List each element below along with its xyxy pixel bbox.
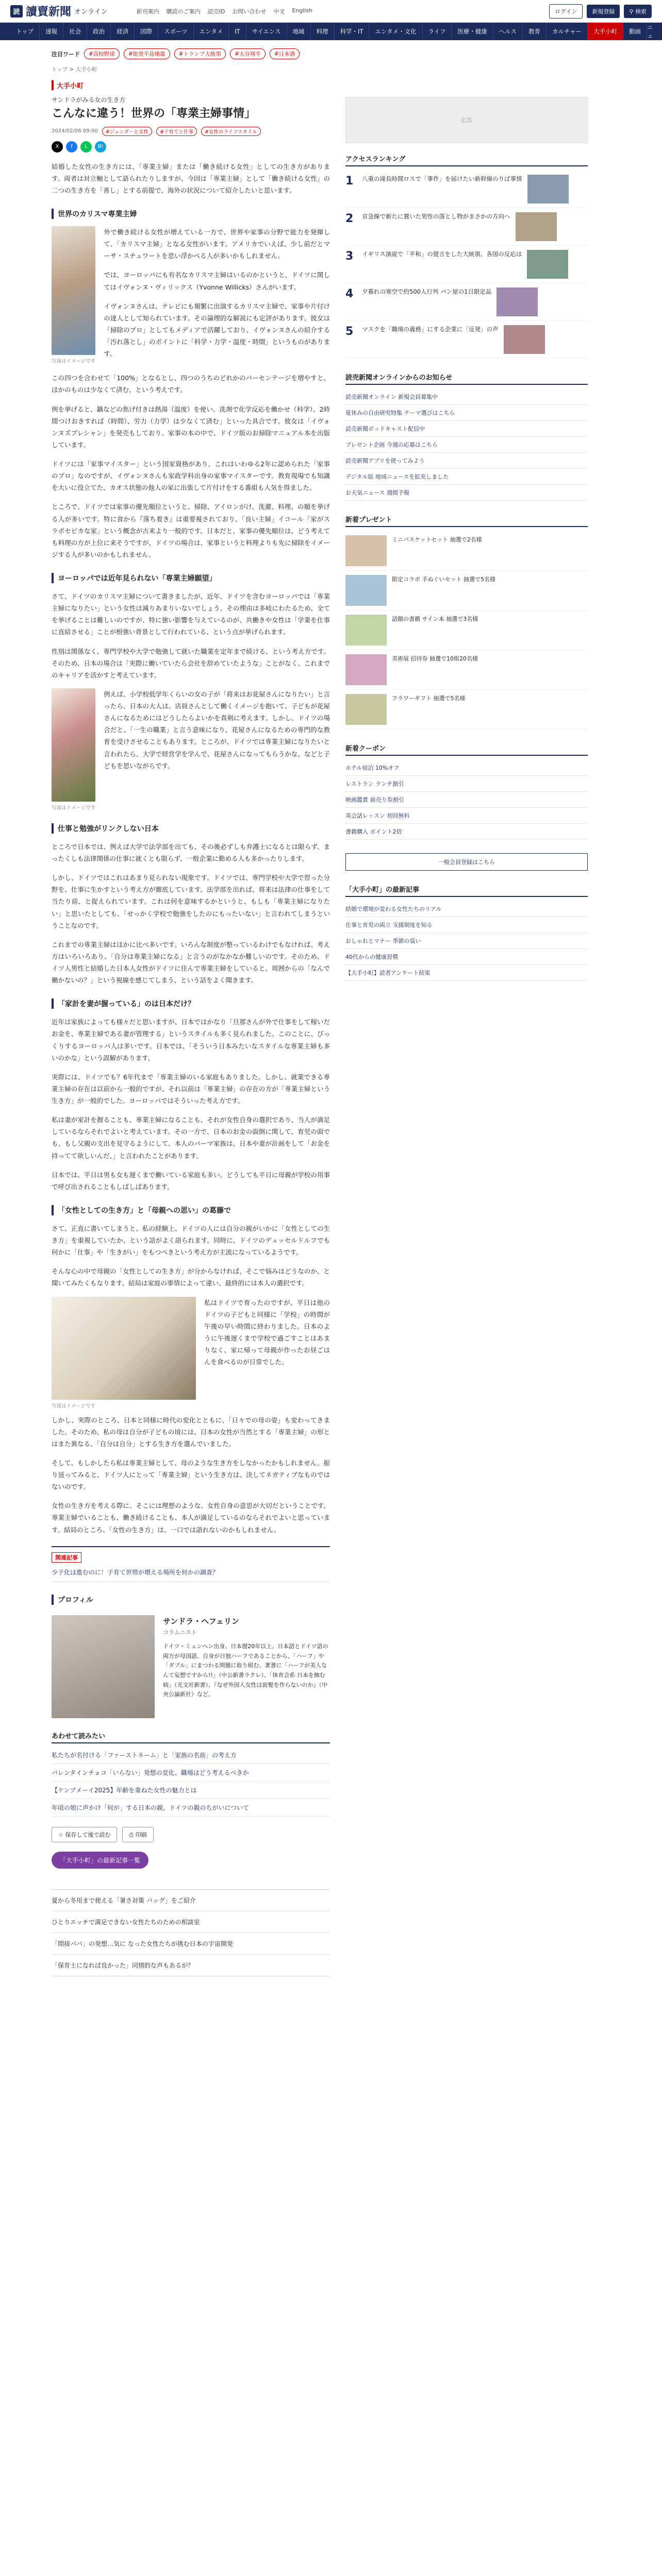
ranking-thumbnail	[504, 325, 545, 354]
gift-title: 美術展 招待券 抽選で10組20名様	[392, 655, 478, 662]
gift-item[interactable]	[345, 690, 588, 730]
gift-heading: 新着プレゼント	[345, 514, 588, 527]
figure	[52, 1297, 196, 1409]
logo-mark: 読	[10, 5, 23, 18]
paragraph: これまでの専業主婦はほかに比べ多いです。いろんな制度が整っているわけでもなければ、考え方はいろいろあり、「自分は専業主婦になる」と言うのがなかなか難しいのです。そのため、ドイツ人男性と結婚した日本人女性がドイツに住んで専業主婦をしていると、周囲からの「なんで働かないの？」という視線を感じてしまう、という話をよく聞きます。	[52, 940, 330, 985]
gift-title: 限定コラボ 手ぬぐいセット 抽選で5名様	[392, 576, 495, 583]
section-heading: 「女性としての生き方」と「母親への思い」の葛藤で	[52, 1205, 330, 1215]
utility-link[interactable]: お問い合わせ	[232, 8, 267, 15]
related-box	[52, 1546, 330, 1582]
paragraph: 日本では、平日は男も女も遅くまで働いている家庭も多い。どうしても平日に母親が学校の用事で呼び出されることもしばしばあります。	[52, 1171, 330, 1191]
nav-item[interactable]: 医療・健康	[452, 23, 493, 40]
nav-item[interactable]: 社会	[63, 23, 87, 40]
section-heading: ヨーロッパでは近年見られない「専業主婦願望」	[52, 573, 330, 583]
coupon-heading: 新着クーポン	[345, 743, 588, 756]
paragraph: 女性の生き方を考える際に、そこには理想のような、女性自身の意思が大切だということです。専業主婦でいることも、働き続けることも、本人が満足しているのならそれでよいと思っています。結局のところ、「女性の生き方」は、一口では語れないのかもしれません。	[52, 1502, 330, 1534]
related-link[interactable]: 少子化は進むのに！子育て世帯が増える場所を何かの調査？	[52, 1568, 219, 1576]
promo-link[interactable]: デジタル版 地域ニュースを拡充しました	[345, 469, 588, 485]
gift-item[interactable]	[345, 531, 588, 571]
share-buttons	[52, 141, 330, 152]
coupon-box	[345, 743, 588, 840]
hatena-share-icon[interactable]: B!	[95, 141, 106, 152]
line-share-icon[interactable]: L	[80, 141, 92, 152]
article-controls	[52, 1827, 330, 1842]
site-header	[0, 0, 662, 23]
komachi-box	[345, 884, 588, 981]
category-latest-button[interactable]: 「大手小町」の最新記事一覧	[52, 1852, 148, 1869]
article-subtitle: サンドラがみる女の生き方	[52, 96, 126, 104]
nav-item[interactable]: エンタメ	[194, 23, 229, 40]
gift-thumbnail	[345, 694, 387, 725]
ranking-number: 5	[345, 325, 354, 338]
article-category[interactable]: 大手小町	[52, 80, 84, 90]
komachi-link[interactable]: 40代からの健康習慣	[345, 949, 588, 965]
paragraph: そんな心の中で母親の「女性としての生き方」が分からなければ、そこで悩みはどうなのか、と聞いてみたくもなります。結局は家庭の事情によって違い、最終的には本人の選択です。	[52, 1267, 330, 1287]
sidebar	[345, 76, 588, 1976]
nav-item[interactable]: 国際	[135, 23, 158, 40]
recommended-link[interactable]: 【ケンブメーイ2025】年齢を重ねた女性の魅力とは	[52, 1782, 330, 1799]
footer-link[interactable]: 「間接パパ」の発想…気に なった女性たちが挑む日本の宇宙開発	[52, 1933, 330, 1955]
search-button[interactable]: ⚲ 検索	[624, 5, 652, 18]
paragraph: ドイツには「家事マイスター」という国家資格があり、これはいわゆる2年に認められた「家事のプロ」なのですが、イヴォンヌさんも家政学科出身の家事マイスターです。教育現場でも知識を大いに役立てた、カオス状態の他人の家に出張して片付けをする番組も人気を得ました。	[52, 460, 330, 492]
paragraph: 外で働き続ける女性が増えている一方で、世界や家事の分野で能力を発揮して、「カリスマ主婦」となる女性がいます。アメリカでいえば、少し前だとマーサ・スチュワートを思い浮かべる人が多いかもしれません。	[104, 228, 330, 260]
komachi-link[interactable]: おしゃれとマナー 季節の装い	[345, 933, 588, 949]
nav-item[interactable]: ヘルス	[493, 23, 523, 40]
content-columns	[0, 76, 662, 1976]
nav-item[interactable]: エンタメ・文化	[369, 23, 422, 40]
paragraph: 性別は関係なく、専門学校や大学で勉強して就いた職業を定年まで続ける、という考え方です。そのため、日本の場合は「実際に働いていたら会社を辞めていたような」ことがなく、これまでのキャリアを活かすと考えています。	[52, 647, 330, 679]
nav-item[interactable]: 教育	[523, 23, 547, 40]
ranking-title: 京急線で新たに置いた男性の落とし物がまさかの方向へ	[362, 213, 510, 220]
ranking-number: 3	[345, 250, 354, 263]
utility-link[interactable]: 新刊案内	[136, 8, 159, 15]
figure	[52, 226, 95, 367]
paragraph: 私はドイツで育ったのですが、平日は他のドイツの子どもと同様に「学校」の時間が午後の早い時間に終わりました。日本のように午後遅くまで学校で過ごすことはあまりなく、家に帰って母親が作ったお昼ごはんを食べるのが日常でした。	[204, 1298, 330, 1366]
section-heading: 世界のカリスマ専業主婦	[52, 209, 330, 219]
hotword-tag[interactable]: #日本酒	[270, 48, 300, 59]
ad-slot[interactable]: 広告	[345, 97, 588, 143]
paragraph: 私は妻が家計を握ることも、専業主婦になることも、それが女性自身の選択であり、当人が満足しているならそれでよいと考えています。その一方で、日本のお金の面倒に関して、育児の面でも、もし父親の支出を見守るようにして、本人のバーマ家族は、日本や妻が計画をして「お金を持ってて欲しいんだ、」と言われたことがあります。	[52, 1116, 330, 1160]
paragraph: では、ヨーロッパにも有名なカリスマ主婦はいるのかというと、ドイツに関してはイヴォンヌ・ヴィリックス（Yvonne Willicks）さんがいます。	[104, 271, 330, 291]
figure-row	[52, 226, 330, 367]
article-meta	[52, 127, 330, 136]
figure-caption: 写真はイメージです	[52, 359, 96, 365]
nav-item[interactable]: ライフ	[423, 23, 452, 40]
ranking-thumbnail	[527, 175, 569, 204]
account-area	[549, 4, 652, 19]
ranking-item[interactable]	[345, 208, 588, 246]
utility-link[interactable]: 中文	[273, 8, 285, 15]
figure-text	[204, 1297, 330, 1409]
figure-text	[104, 688, 330, 811]
hotword-tag[interactable]: #能登半島地震	[124, 48, 170, 59]
gift-thumbnail	[345, 654, 387, 685]
footer-link[interactable]: 「保育士になれば良かった」同情的な声もあるが？	[52, 1955, 330, 1976]
author-name: サンドラ・ヘフェリン	[163, 1616, 240, 1626]
author-bio: ドイツ・ミュンヘン出身。日本歴20年以上。日本語とドイツ語の両方が母国語。自身が日独ハーフであることから、「ハーフ」や「ダブル」にまつわる問題に取り組む。著書に「ハーフが美人なんて妄想ですから!!」（中公新書ラクレ）、「体育会系 日本を蝕む病」（光文社新書）、『なぜ外国人女性は前髪を作らないのか』（中央公論新社）など。	[163, 1642, 328, 1698]
main-nav	[0, 16, 662, 47]
related-label: 関連記事	[52, 1552, 81, 1563]
utility-link[interactable]: 読売ID	[207, 8, 225, 15]
topic-chip[interactable]: #ジェンダーと女性	[102, 127, 152, 136]
section-heading: 仕事と勉強がリンクしない日本	[52, 823, 330, 834]
utility-links	[137, 7, 312, 15]
promo-box	[345, 372, 588, 501]
x-share-icon[interactable]: X	[52, 141, 63, 152]
paragraph: 近年は家族によっても様々だと思いますが、日本ではかなり「旦那さんが外で仕事をして稼いだお金を、専業主婦である妻が管理する」というスタイルも多く見られました。このことに、びっくりするヨーロッパ人は多いです。日本では、「そういう日本みたいなスタイルな専業主婦も多いのかな」という誤解があります。	[52, 1018, 330, 1062]
gift-item[interactable]	[345, 571, 588, 611]
paragraph: 結婚した女性の生き方には、「専業主婦」または「働き続ける女性」としての生き方があります。両者は対立軸として語られたりしますが、今回は「専業主婦」として「働き続ける女性」の二つの生き方を「善し」とする前提で、海外の状況について紹介したいと思います。	[52, 162, 330, 194]
ranking-item[interactable]	[345, 246, 588, 283]
ranking-item[interactable]	[345, 283, 588, 321]
promo-link[interactable]: プレゼント企画 今週の応募はこちら	[345, 437, 588, 453]
register-button[interactable]: 新規登録	[587, 5, 620, 18]
hotword-tag[interactable]: #高校野球	[84, 48, 120, 59]
paragraph: しかし、ドイツではこれはあまり見られない現象です。ドイツでは、専門学校や大学で習った分野を、仕事に生かすという考え方が徹底しています。法学部を出れば、将来は法律の仕事をして当たり前、と捉えられています。これは何を意味するかというと、もしも「専業主婦になりたい」と思いたとしても、「せっかく学校で勉強をしたのにもったいない」と言われてしまうということなのです。	[52, 874, 330, 929]
footer-links	[52, 1889, 330, 1976]
hotword-tag[interactable]: #トランプ大統領	[174, 48, 226, 59]
coupon-link[interactable]: ホテル宿泊 10%オフ	[345, 760, 588, 776]
logo-online: オンライン	[74, 8, 108, 16]
paragraph: 実際には、ドイツでも？6年代まで「専業主婦のいる家庭もありました。しかし、就業できる専業主婦の存在は以前から一般的ですが、それ以前は「専業主婦」の存在の方が「専業主婦という生き方」が一般的でした。ヨーロッパではそういった考え方です。	[52, 1073, 330, 1105]
paragraph: そして、もしかしたら私は専業主婦として、母のような生き方をしなかったかもしれません。振り返ってみると、ドイツ人にとって「専業主婦」という生き方は、決してネガティブなものではないのです。	[52, 1459, 330, 1491]
ranking-item[interactable]	[345, 171, 588, 208]
komachi-heading: 「大手小町」の最新記事	[345, 884, 588, 897]
menu-button[interactable]: メニュー	[647, 16, 653, 47]
ranking-title: イギリス演説で「平和」の提言をした大統領、各国の反応は	[362, 250, 522, 258]
member-register-button[interactable]: 一般会員登録はこちら	[345, 853, 588, 871]
topic-chip[interactable]: #子育てと仕事	[156, 127, 197, 136]
article	[52, 76, 330, 1976]
author-info	[163, 1615, 330, 1718]
ranking-item[interactable]	[345, 321, 588, 359]
article-title: こんなに違う！世界の「専業主婦事情」	[52, 107, 256, 120]
paragraph: 例を挙げると、鍋などの焦げ付きは熱湯（温度）を使い、洗剤で化学反応を働かせ（科学）、2時間つけおきすれば（時間）、労力（力学）は少なくて済む」といった具合です。彼女は「イヴォンヌズプレシャン」を発売もしており、家事の本の中で、ドイツ版のお掃除マニュアル本を出版しています。	[52, 405, 330, 449]
ranking-number: 1	[345, 175, 354, 188]
bookmark-button[interactable]: ☆ 保存して後で読む	[52, 1827, 117, 1842]
author-profile	[52, 1615, 330, 1718]
paragraph: この四つを合わせて「100%」となるとし、四つのうちのどれかのパーセンテージを増やすと、ほかのものは少なくて済む、という考えです。	[52, 374, 330, 394]
figure-row	[52, 688, 330, 811]
facebook-share-icon[interactable]: f	[66, 141, 77, 152]
nav-item[interactable]: 料理	[311, 23, 335, 40]
ranking-thumbnail	[527, 250, 568, 279]
coupon-link[interactable]: レストラン ランチ割引	[345, 776, 588, 792]
nav-item[interactable]: 大手小町	[588, 23, 623, 40]
utility-link[interactable]: English	[292, 7, 313, 14]
gift-box	[345, 514, 588, 730]
article-image-flower-shop	[52, 688, 95, 802]
figure-row	[52, 1297, 330, 1409]
paragraph: さて、正直に書いてしまうと、私の経験上、ドイツの人には自分の親がいかに「女性としての生き方」を重視していたか、という話がよく語られます。同時に、ドイツのデュッセルドルフでも何かに「仕事」や「生きがい」をもつべきという考え方が主流になっているようです。	[52, 1224, 330, 1257]
figure	[52, 688, 95, 811]
hotword-tag[interactable]: #大谷翔平	[230, 48, 266, 59]
coupon-link[interactable]: 映画鑑賞 前売り券割引	[345, 792, 588, 808]
nav-item[interactable]: 政治	[87, 23, 111, 40]
promo-link[interactable]: 読売新聞オンライン 新規会員募集中	[345, 389, 588, 405]
nav-item[interactable]: 地域	[287, 23, 311, 40]
ranking-number: 4	[345, 287, 354, 300]
recommended-heading: あわせて読みたい	[52, 1731, 330, 1743]
promo-link[interactable]: お天気ニュース 週間予報	[345, 485, 588, 501]
nav-item[interactable]: カルチャー	[547, 23, 588, 40]
recommended-link[interactable]: 年頃の娘に声かけ「何が」する日本の親、ドイツの親のちがいについて	[52, 1799, 330, 1817]
article-image-housekeeper	[52, 226, 95, 355]
paragraph: ところで、ドイツでは家事の優先順位というと、掃除、アイロンがけ、洗濯、料理、の順を挙げる人が多いです。特に食から『落ち着き』は重要視されており、「良い主婦」イコール「家がスラポセピカな家」という概念が古来より一般的です。日本だと、家事の優先順位は、どう考えても料理の方が上位に来そうですが、ドイツの場合は、家事というと料理よりも先に掃除をイメージする人が多いのかもしれません。	[52, 503, 330, 558]
section-heading: 「家計を妻が握っている」のは日本だけ？	[52, 998, 330, 1009]
komachi-link[interactable]: 【大手小町】読者アンケート結果	[345, 965, 588, 981]
author-role: コラムニスト	[163, 1629, 197, 1636]
gift-thumbnail	[345, 615, 387, 646]
recommended-link[interactable]: 私たちが名付ける「ファーストネーム」と「家族の名前」の考え方	[52, 1747, 330, 1764]
paragraph: さて、ドイツのカリスマ主婦について書きましたが、近年、ドイツを含むヨーロッパでは「専業主婦になりたい」という女性は減りあまりいないでしょう。その理由は多岐にわたるため、全てを挙げることは難しいのですが、特に強い影響を与えているのが、共働きや女性は「学業を仕事に直結させる」ことが根強い背景として行われている、という点が挙げられます。	[52, 592, 330, 636]
ranking-title: 八重の滝長時間ロスで「事件」を届けたい新幹線のりば事情	[362, 175, 522, 182]
coupon-link[interactable]: 英会話レッスン 初回無料	[345, 808, 588, 824]
komachi-link[interactable]: 仕事と育児の両立 支援制度を知る	[345, 917, 588, 933]
article-image-writing	[52, 1297, 196, 1400]
recommended-link[interactable]: バレンタインチョコ「いらない」発想の変化、職場はどう考えるべきか	[52, 1764, 330, 1782]
ranking-number: 2	[345, 212, 354, 225]
komachi-link[interactable]: 結婚で環境が変わる女性たちのリアル	[345, 901, 588, 917]
gift-thumbnail	[345, 535, 387, 566]
coupon-link[interactable]: 書籍購入 ポイント2倍	[345, 824, 588, 840]
paragraph: ところで日本では、例えば大学で法学部を出ても、その後必ずしも弁護士になるとは限らず、まったくしも法律関係の仕事に就くとも限らず、一般企業に勤める人も多かったりします。	[52, 842, 330, 863]
gift-item[interactable]	[345, 650, 588, 690]
nav-item[interactable]: IT	[229, 23, 246, 40]
nav-item[interactable]: 速報	[40, 23, 63, 40]
gift-title: ミニバスケットセット 抽選で2名様	[392, 536, 482, 543]
hotwords-bar	[0, 40, 662, 62]
print-label: 印刷	[135, 1831, 147, 1838]
profile-heading: プロフィル	[52, 1595, 330, 1605]
site-logo[interactable]	[10, 3, 108, 19]
ranking-title: 夕暮れの寒空で約500人行列 パン屋の1日限定品	[362, 288, 492, 295]
gift-title: フラワーギフト 抽選で5名様	[392, 695, 466, 702]
hotwords-label: 注目ワード	[52, 50, 80, 58]
nav-item[interactable]: 科学・IT	[335, 23, 370, 40]
promo-heading: 読売新聞オンラインからのお知らせ	[345, 372, 588, 385]
ranking-box	[345, 154, 588, 359]
author-photo	[52, 1615, 155, 1718]
nav-item[interactable]: 動画	[623, 23, 647, 40]
footer-link[interactable]: ひとりエッチで満足できない女性たちのための相談室	[52, 1911, 330, 1933]
gift-title: 話題の書籍 サイン本 抽選で3名様	[392, 616, 478, 622]
figure-text	[104, 226, 330, 367]
nav-item[interactable]: 経済	[111, 23, 135, 40]
ranking-thumbnail	[516, 212, 557, 241]
paragraph: 例えば、小学校低学年くらいの女の子が「将来はお花屋さんになりたい」と言ったら、日本の大人は、店員さんとして働くイメージを抱いて、子どもが花屋さんになるためにはどうしたらよいかを真剣に考えます。しかし、ドイツの場合だと、「一生の職業」と言う意味になり、花屋さんになるための専門的な教育を受けさせることもあります。ところが、ドイツでは専業主婦になりたいと言われたら、大学で経営学を学んで、花屋さんになってもらうかな、などと子どもを思いながらです。	[104, 690, 330, 770]
promo-link[interactable]: 読売新聞アプリを使ってみよう	[345, 453, 588, 469]
nav-item[interactable]: サイエンス	[246, 23, 287, 40]
search-label: 検索	[635, 8, 647, 15]
gift-thumbnail	[345, 575, 387, 606]
footer-link[interactable]: 夏から冬用まで使える「暑さ対策 バッグ」をご紹介	[52, 1890, 330, 1911]
bookmark-label: 保存して後で読む	[65, 1831, 111, 1838]
paragraph: イヴォンヌさんは、テレビにも頻繁に出演するカリスマ主婦で、家事や片付けの達人として知られています。その論理的な解説にも定評があります。彼女は「掃除のプロ」としてもメディアで活躍しており、イヴォンヌさんの紹介する「汚れ落とし」のポイントに「科学・力学・温度・時間」というものがあります。	[104, 302, 330, 358]
login-button[interactable]: ログイン	[549, 4, 583, 19]
breadcrumb: トップ > 大手小町	[52, 66, 97, 73]
recommended-list	[52, 1731, 330, 1817]
ranking-thumbnail	[496, 287, 538, 316]
logo-text: 讀賣新聞	[26, 5, 72, 19]
paragraph: しかし、実際のところ、日本と同様に時代の変化とともに、「日々での母の姿」も変わってきました。そのため、私の母は自分が子どもの頃には、日本の女性が当然とする「専業主婦」の形とはまた異なる、「自分は自分」とする生き方を選んでいました。	[52, 1416, 330, 1448]
ranking-title: マスクを「職場の義務」にする企業に「反発」の声	[362, 326, 499, 333]
nav-item[interactable]: トップ	[10, 23, 40, 40]
article-date: 2024/02/06 09:00	[52, 128, 98, 134]
promo-link[interactable]: 読売新聞ポッドキャスト配信中	[345, 421, 588, 437]
promo-link[interactable]: 夏休みの自由研究特集 テーマ選びはこちら	[345, 405, 588, 421]
ranking-heading: アクセスランキング	[345, 154, 588, 166]
print-button[interactable]: ⎙ 印刷	[122, 1827, 153, 1842]
topic-chip[interactable]: #女性のライフスタイル	[201, 127, 261, 136]
utility-link[interactable]: 購読のご案内	[166, 8, 201, 15]
figure-caption: 写真はイメージです	[52, 1403, 96, 1409]
gift-item[interactable]	[345, 611, 588, 650]
nav-item[interactable]: スポーツ	[158, 23, 194, 40]
figure-caption: 写真はイメージです	[52, 805, 96, 811]
